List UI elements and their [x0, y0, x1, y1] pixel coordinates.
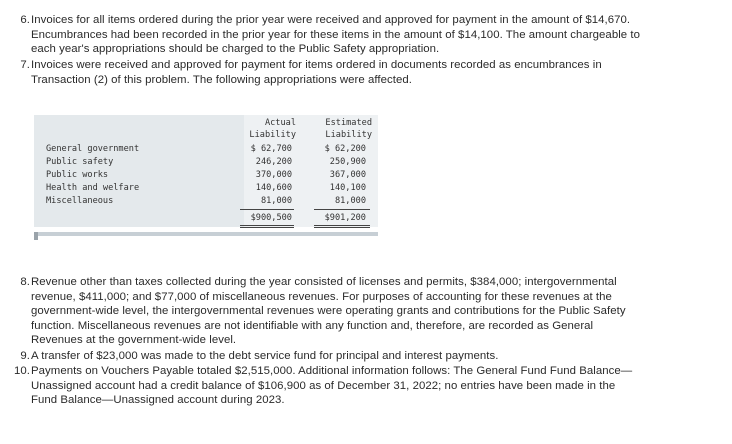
item-number: 9. [20, 350, 30, 362]
table-scrollbar-track [34, 232, 378, 236]
row-label: Public works [46, 170, 109, 180]
subtotal-rule-actual [240, 209, 294, 210]
text-line: government-wide level, the intergovernmental revenues were operating grants and contributions for the Public Safety [31, 305, 626, 318]
header-actual-line2: Liability [249, 130, 296, 140]
text-line: Encumbrances had been recorded in the prior year for these items in the amount of $14,100. The amount chargeable to [31, 28, 640, 41]
text-line: Invoices for all items ordered during the prior year were received and approved for payment in the amount of $14,670. [31, 14, 631, 26]
total-double-rule-estimated-2 [314, 227, 370, 228]
estimated-value: 81,000 [334, 196, 366, 206]
total-actual: $900,500 [250, 213, 292, 223]
actual-value: 370,000 [255, 170, 292, 180]
appropriations-table [34, 115, 378, 229]
text-line: Transaction (2) of this problem. The following appropriations were affected. [31, 73, 412, 86]
header-estimated-line1: Estimated [325, 118, 372, 128]
actual-value: 81,000 [260, 196, 292, 206]
text-line: Revenue other than taxes collected during the year consisted of licenses and permits, $384,000; intergovernmental [31, 276, 617, 288]
item-text [31, 364, 711, 408]
actual-value: 246,200 [255, 157, 292, 167]
item-number: 7. [20, 59, 30, 71]
text-line: Invoices were received and approved for payment for items ordered in documents recorded as encumbrances in [31, 59, 602, 71]
estimated-value: 140,100 [329, 183, 366, 193]
text-line: Fund Balance—Unassigned account during 2023. [31, 394, 285, 407]
actual-value: 140,600 [255, 183, 292, 193]
estimated-value: 367,000 [329, 170, 366, 180]
item-number: 6. [20, 14, 30, 26]
row-label: General government [46, 144, 140, 154]
item-text [31, 13, 711, 57]
subtotal-rule-estimated [314, 209, 370, 210]
text-line: function. Miscellaneous revenues are not identifiable with any function and, therefore, are recorded as General [31, 319, 594, 332]
text-line: Payments on Vouchers Payable totaled $2,515,000. Additional information follows: The General Fund Fund Balance— [31, 365, 633, 377]
text-line: Revenues at the government-wide level. [31, 334, 237, 347]
item-number: 8. [20, 276, 30, 288]
row-label: Public safety [46, 157, 114, 167]
item-text [31, 58, 711, 87]
text-line: Unassigned account had a credit balance of $106,900 as of December 31, 2022; no entries have been made in the [31, 379, 616, 392]
table-scrollbar-edge [34, 232, 38, 240]
header-estimated-line2: Liability [325, 130, 372, 140]
total-estimated: $901,200 [324, 213, 366, 223]
text-line: A transfer of $23,000 was made to the debt service fund for principal and interest payments. [31, 350, 499, 362]
estimated-value: 250,900 [329, 157, 366, 167]
actual-value: $ 62,700 [250, 144, 292, 154]
total-double-rule-estimated [314, 225, 370, 226]
header-actual-line1: Actual [264, 118, 296, 128]
text-line: each year's appropriations should be charged to the Public Safety appropriation. [31, 43, 440, 56]
item-number: 10. [14, 365, 30, 377]
total-double-rule-actual [240, 225, 294, 226]
row-label: Miscellaneous [46, 196, 114, 206]
estimated-value: $ 62,200 [324, 144, 366, 154]
row-label: Health and welfare [46, 183, 140, 193]
total-double-rule-actual-2 [240, 227, 294, 228]
item-text [31, 275, 711, 348]
text-line: revenue, $411,000; and $77,000 of miscellaneous revenues. For purposes of accounting for these revenues at the [31, 290, 612, 303]
item-text [31, 349, 711, 364]
